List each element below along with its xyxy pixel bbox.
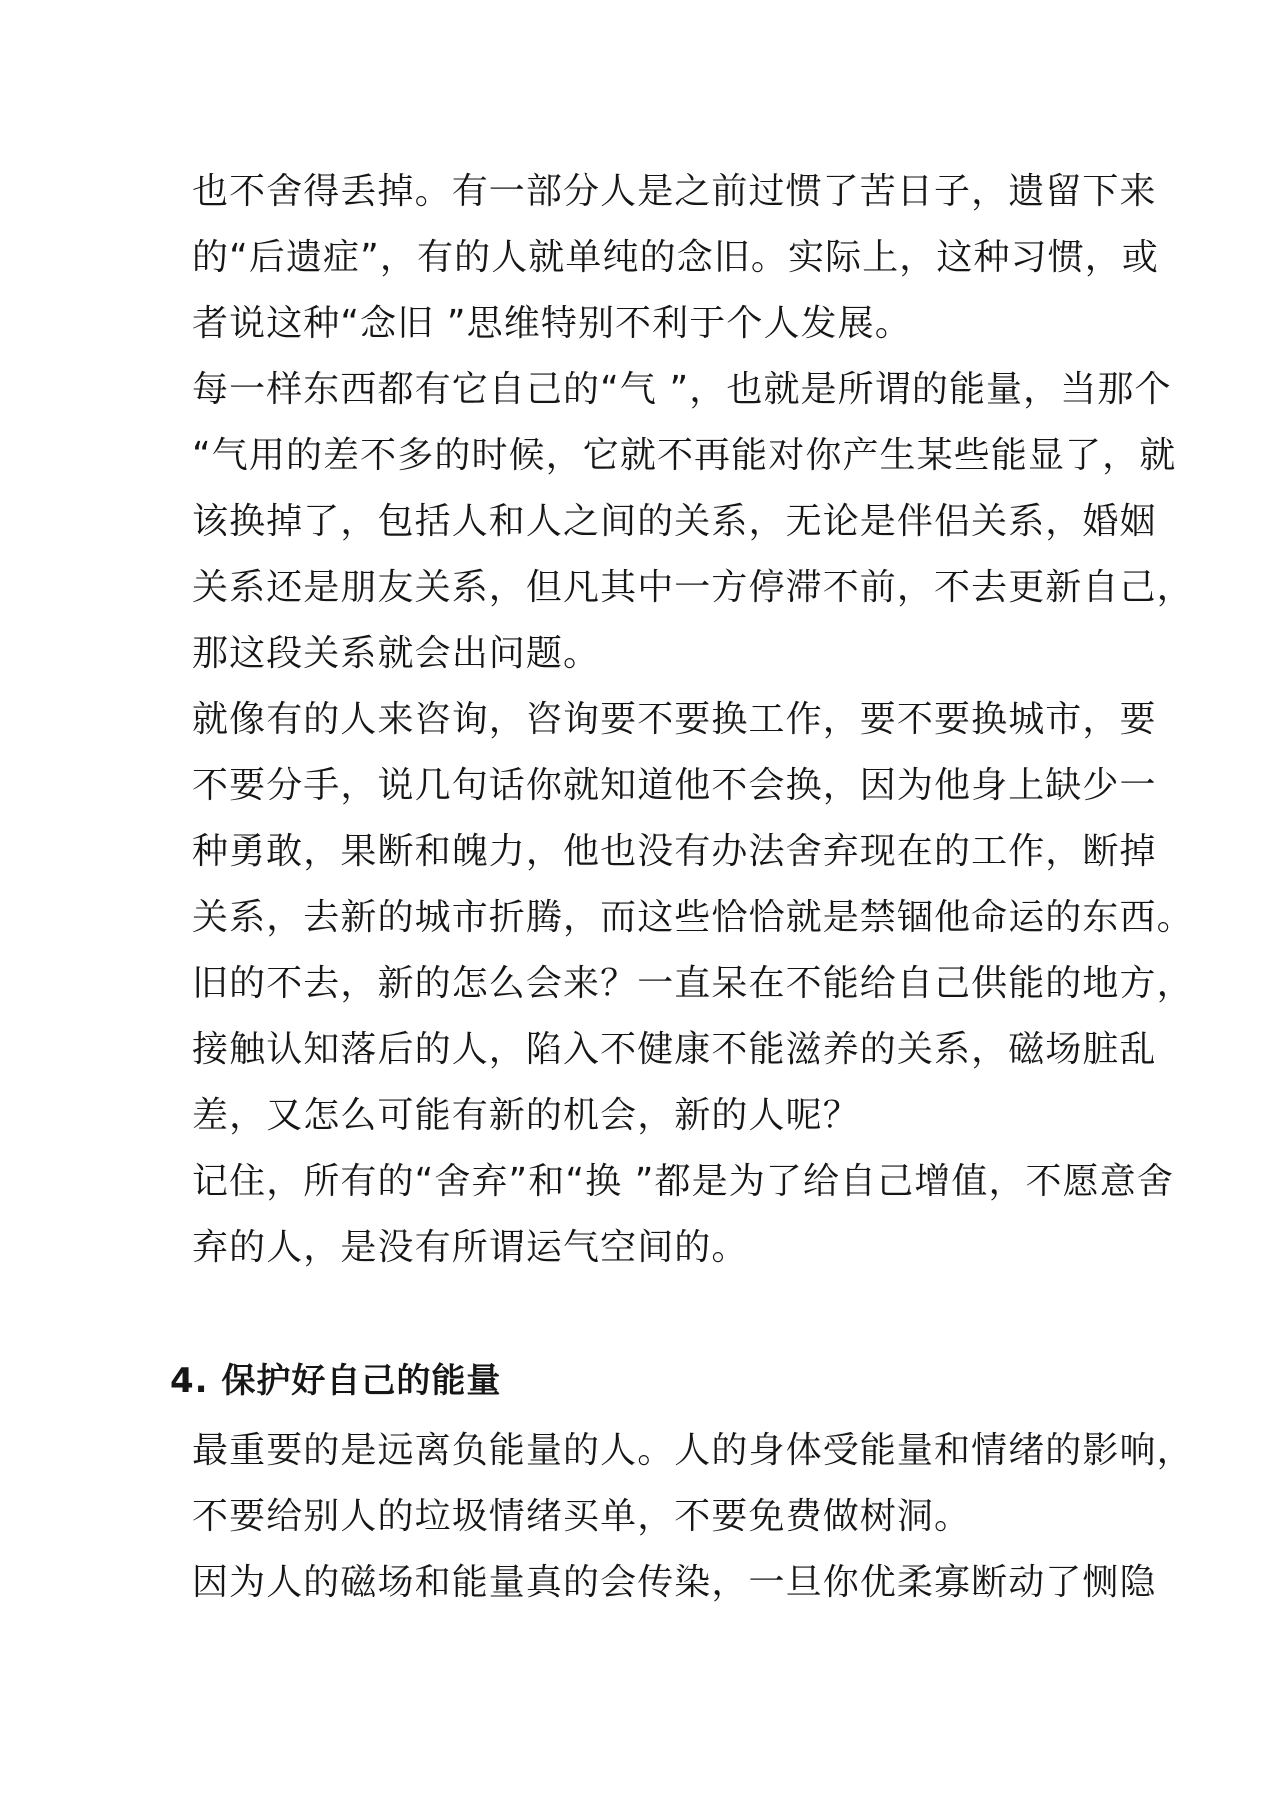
body-text-line: 也不舍得丢掉。有一部分人是之前过惯了苦日子，遗留下来 bbox=[192, 171, 1157, 212]
body-text-line: 种勇敢，果断和魄力，他也没有办法舍弃现在的工作，断掉 bbox=[192, 831, 1157, 872]
body-text-line: 最重要的是远离负能量的人。人的身体受能量和情绪的影响， bbox=[192, 1430, 1194, 1471]
section-heading: 4. 保护好自己的能量 bbox=[170, 1361, 502, 1401]
body-text-line: 每一样东西都有它自己的“气 ”，也就是所谓的能量，当那个 bbox=[192, 369, 1172, 410]
body-text-line: 差，又怎么可能有新的机会，新的人呢？ bbox=[192, 1095, 860, 1136]
body-text-line: 因为人的磁场和能量真的会传染，一旦你优柔寡断动了恻隐 bbox=[192, 1562, 1157, 1603]
body-text-line: 关系还是朋友关系，但凡其中一方停滞不前，不去更新自己， bbox=[192, 567, 1194, 608]
body-text-line: “气用的差不多的时候，它就不再能对你产生某些能显了，就 bbox=[192, 435, 1177, 476]
body-text-line: 那这段关系就会出问题。 bbox=[192, 633, 601, 674]
body-text-line: 关系，去新的城市折腾，而这些恰恰就是禁锢他命运的东西。 bbox=[192, 897, 1194, 938]
body-text-line: 者说这种“念旧 ”思维特别不利于个人发展。 bbox=[192, 303, 912, 344]
body-text-line: 弃的人，是没有所谓运气空间的。 bbox=[192, 1227, 749, 1268]
body-text-line: 该换掉了，包括人和人之间的关系，无论是伴侣关系，婚姻 bbox=[192, 501, 1157, 542]
body-text-line: 不要给别人的垃圾情绪买单，不要免费做树洞。 bbox=[192, 1496, 972, 1537]
body-text-line: 记住，所有的“舍弃”和“换 ”都是为了给自己增值，不愿意舍 bbox=[192, 1161, 1174, 1202]
body-text-line: 旧的不去，新的怎么会来？一直呆在不能给自己供能的地方， bbox=[192, 963, 1194, 1004]
body-text-line: 不要分手，说几句话你就知道他不会换，因为他身上缺少一 bbox=[192, 765, 1157, 806]
body-text-line: 接触认知落后的人，陷入不健康不能滋养的关系，磁场脏乱 bbox=[192, 1029, 1157, 1070]
body-text-line: 的“后遗症”，有的人就单纯的念旧。实际上，这种习惯，或 bbox=[192, 237, 1160, 278]
body-text-line: 就像有的人来咨询，咨询要不要换工作，要不要换城市，要 bbox=[192, 699, 1157, 740]
